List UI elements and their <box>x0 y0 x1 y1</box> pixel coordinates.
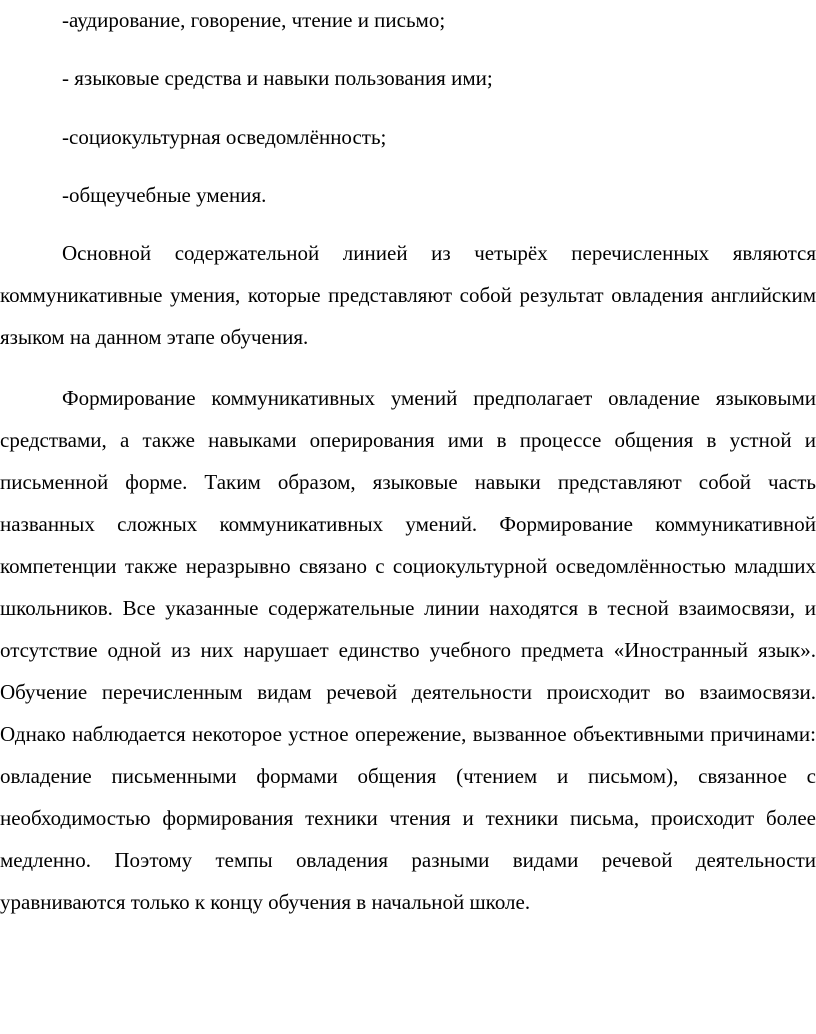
paragraph-communicative-skills: Формирование коммуникативных умений предполагает овладение языковыми средствами, а также навыками оперирования ими в процессе общения в устной и письменной форме. Таким образом, языковые навыки представляют собой часть названных сложных коммуникативных умений. Формирование коммуникативной компетенции также неразрывно связано с социокультурной осведомлённостью младших школьников. Все указанные содержательные линии находятся в тесной взаимосвязи, и отсутствие одной из них нарушает единство учебного предмета «Иностранный язык». Обучение перечисленным видам речевой деятельности происходит во взаимосвязи. Однако наблюдается некоторое устное опережение, вызванное объективными причинами: овладение письменными формами общения (чтением и письмом), связанное с необходимостью формирования техники чтения и техники письма, происходит более медленно. Поэтому темпы овладения разными видами речевой деятельности уравниваются только к концу обучения в начальной школе. <box>0 386 816 914</box>
list-item-general-skills: -общеучебные умения. <box>62 183 267 207</box>
list-item-listening-speaking: -аудирование, говорение, чтение и письмо; <box>62 8 446 32</box>
paragraph-main-content-line: Основной содержательной линией из четырёх перечисленных являются коммуникативные умения, которые представляют собой результат овладения английским языком на данном этапе обучения. <box>0 241 816 349</box>
list-item-language-means: - языковые средства и навыки пользования ими; <box>62 66 493 90</box>
list-item-sociocultural: -социокультурная осведомлённость; <box>62 125 387 149</box>
